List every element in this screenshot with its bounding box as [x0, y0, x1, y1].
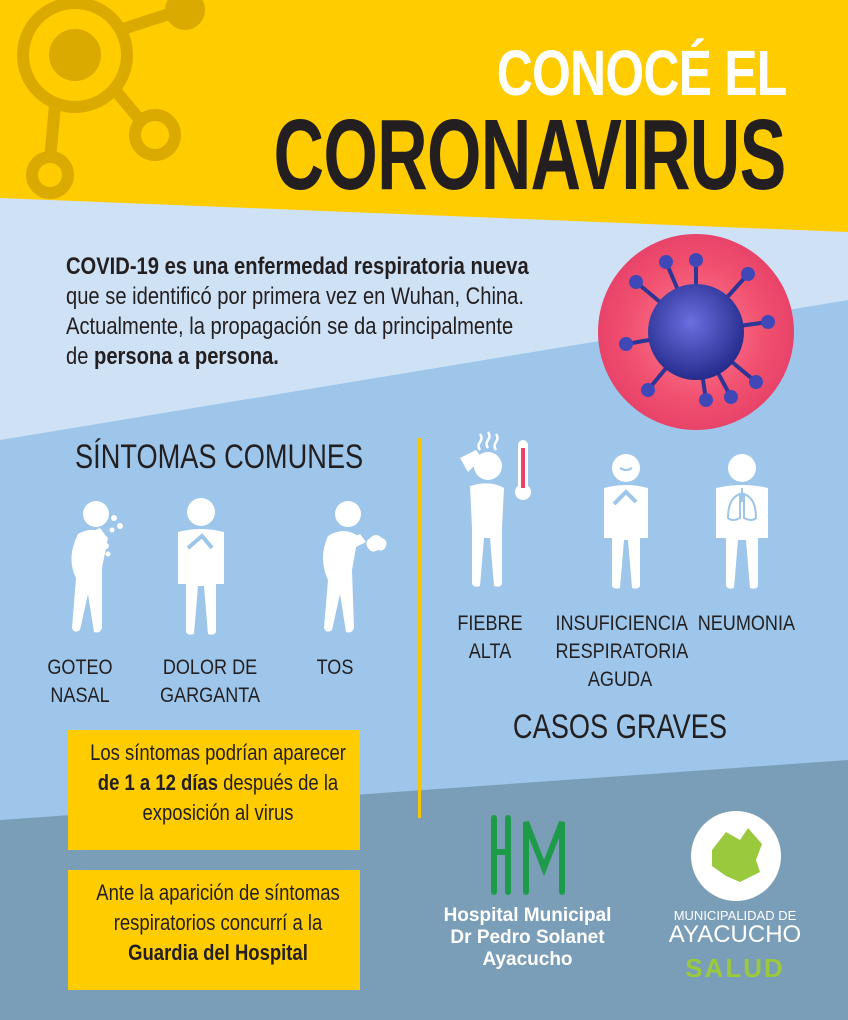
- common-symptoms-heading: SÍNTOMAS COMUNES: [75, 438, 364, 476]
- incubation-note-end: exposición al virus: [142, 800, 294, 825]
- guard-note-line-1: Ante la aparición de síntomas: [96, 880, 340, 905]
- intro-line-4-bold: persona a persona.: [94, 343, 279, 370]
- sore-throat-icon: [166, 496, 236, 638]
- hospital-name-line-1: Hospital Municipal: [443, 905, 612, 926]
- severe-label-pneumonia: NEUMONIA: [697, 612, 796, 635]
- intro-line-4-pre: de: [66, 343, 95, 370]
- severe-label-respiratory-failure: INSUFICIENCIA RESPIRATORIA AGUDA: [555, 612, 689, 691]
- municipality-line-2: AYACUCHO: [668, 921, 802, 948]
- section-divider: [418, 438, 421, 818]
- severe-label-fever: FIEBRE ALTA: [457, 612, 523, 663]
- runny-nose-icon: [58, 498, 138, 638]
- hospital-name: [420, 905, 635, 971]
- intro-line-2: que se identificó por primera vez en Wuhan, China.: [66, 283, 524, 310]
- fever-icon: [448, 428, 534, 590]
- guard-note: [68, 870, 360, 990]
- cough-icon: [310, 498, 392, 638]
- symptom-label-cough: TOS: [316, 656, 354, 679]
- hospital-name-line-3: Ayacucho: [482, 949, 573, 970]
- guard-note-bold: Guardia del Hospital: [128, 940, 308, 965]
- municipality-logo: [690, 810, 782, 902]
- virus-image: [596, 232, 796, 432]
- municipality-line-1: MUNICIPALIDAD DE: [673, 908, 797, 923]
- municipality-name: [660, 908, 810, 984]
- pneumonia-icon: [710, 452, 774, 590]
- incubation-note: [68, 730, 360, 850]
- incubation-note-post: después de la: [217, 770, 339, 795]
- symptom-label-runny-nose: GOTEO NASAL: [47, 656, 113, 707]
- municipality-line-3: SALUD: [685, 953, 785, 983]
- incubation-note-bold: de 1 a 12 días: [97, 770, 218, 795]
- intro-paragraph: [66, 252, 586, 372]
- hospital-logo: [486, 812, 570, 898]
- symptom-label-sore-throat: DOLOR DE GARGANTA: [159, 656, 261, 707]
- severe-cases-heading: CASOS GRAVES: [512, 708, 728, 746]
- intro-bold: COVID-19 es una enfermedad respiratoria nueva: [66, 253, 529, 280]
- intro-line-3: Actualmente, la propagación se da principalmente: [66, 313, 514, 340]
- hospital-name-line-2: Dr Pedro Solanet: [450, 927, 605, 948]
- title-line-1: CONOCÉ EL: [496, 37, 786, 109]
- title-line-2: CORONAVIRUS: [273, 99, 786, 211]
- respiratory-failure-icon: [594, 452, 658, 590]
- incubation-note-line-1: Los síntomas podrían aparecer: [90, 740, 346, 765]
- guard-note-line-2: respiratorios concurrí a la: [113, 910, 323, 935]
